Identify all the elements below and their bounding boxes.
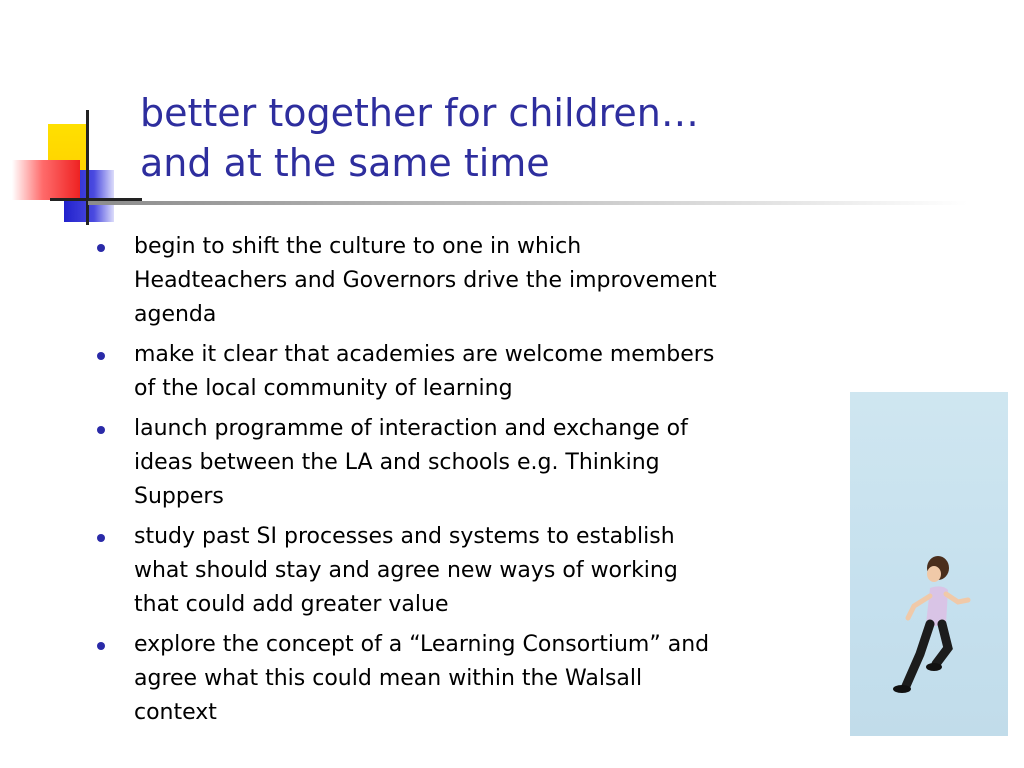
slide-title-line: and at the same time <box>140 141 550 185</box>
title-divider <box>88 201 968 205</box>
bullet-item <box>92 412 812 514</box>
bullet-item <box>92 338 812 406</box>
bullet-line: that could add greater value <box>134 592 449 617</box>
bullet-list <box>92 230 812 736</box>
bullet-dot-icon <box>97 642 105 650</box>
logo-vertical-line <box>86 110 89 225</box>
child-shoe <box>926 663 942 671</box>
bullet-item <box>92 230 812 332</box>
child-face <box>927 566 941 582</box>
bullet-line: agenda <box>134 302 217 327</box>
bullet-line: context <box>134 700 217 725</box>
bullet-line: launch programme of interaction and exchange of <box>134 416 688 441</box>
slide-title <box>140 88 960 188</box>
running-child-photo <box>850 392 1008 736</box>
bullet-line: explore the concept of a “Learning Consortium” and <box>134 632 710 657</box>
bullet-line: of the local community of learning <box>134 376 513 401</box>
child-arm-back <box>908 596 930 618</box>
bullet-dot-icon <box>97 244 105 252</box>
red-square <box>12 160 80 200</box>
bullet-line: agree what this could mean within the Walsall <box>134 666 643 691</box>
child-leg-back <box>906 624 930 686</box>
bullet-dot-icon <box>97 534 105 542</box>
bullet-item <box>92 520 812 622</box>
bullet-line: begin to shift the culture to one in which <box>134 234 582 259</box>
running-child-icon <box>850 392 1008 736</box>
child-shoe <box>893 685 911 693</box>
bullet-item <box>92 628 812 730</box>
child-leg-front <box>936 624 948 664</box>
bullet-line: make it clear that academies are welcome members <box>134 342 715 367</box>
bullet-line: study past SI processes and systems to establish <box>134 524 675 549</box>
bullet-dot-icon <box>97 426 105 434</box>
child-arm-front <box>946 594 968 602</box>
bullet-dot-icon <box>97 352 105 360</box>
bullet-line: Suppers <box>134 484 224 509</box>
bullet-line: ideas between the LA and schools e.g. Thinking <box>134 450 660 475</box>
bullet-line: what should stay and agree new ways of working <box>134 558 678 583</box>
slide-title-line: better together for children… <box>140 91 699 135</box>
bullet-line: Headteachers and Governors drive the improvement <box>134 268 717 293</box>
